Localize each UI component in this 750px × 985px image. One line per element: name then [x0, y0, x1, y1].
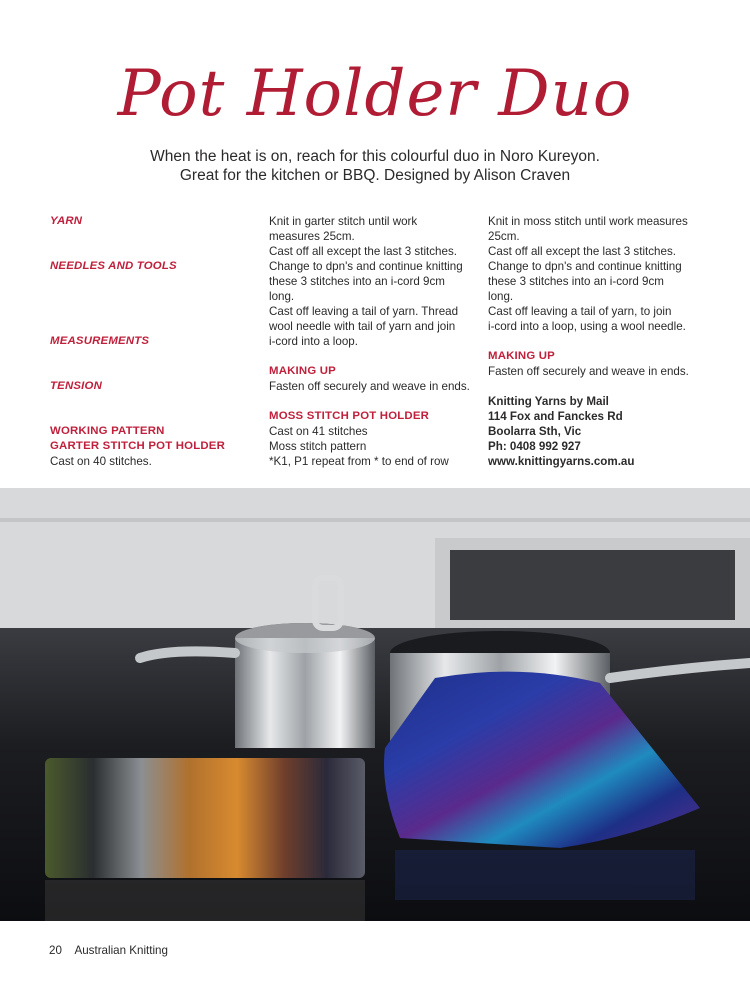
instruction-line: 25cm.: [488, 230, 520, 243]
making-up-heading-1: MAKING UP: [269, 365, 336, 377]
instruction-line: these 3 stitches into an i-cord 9cm: [269, 275, 445, 288]
page-footer: [49, 944, 168, 957]
publication-name: Australian Knitting: [74, 944, 168, 957]
moss-instructions-column: [488, 214, 708, 469]
needles-heading: NEEDLES AND TOOLS: [50, 260, 177, 272]
making-up-text-1: Fasten off securely and weave in ends.: [269, 380, 470, 393]
instruction-line: these 3 stitches into an i-cord 9cm: [488, 275, 664, 288]
working-pattern-heading: WORKING PATTERN: [50, 425, 165, 437]
materials-column: [50, 214, 250, 469]
instruction-line: Cast on 41 stitches: [269, 425, 368, 438]
instruction-line: measures 25cm.: [269, 230, 355, 243]
moss-stitch-heading: MOSS STITCH POT HOLDER: [269, 410, 430, 422]
cast-on-text: Cast on 40 stitches.: [50, 455, 152, 468]
instruction-line: Cast off leaving a tail of yarn. Thread: [269, 305, 459, 318]
page-title: Pot Holder Duo: [117, 57, 633, 131]
instruction-line: long.: [488, 290, 514, 303]
instruction-line: Cast off all except the last 3 stitches.: [488, 245, 676, 258]
measurements-heading: MEASUREMENTS: [50, 335, 150, 347]
garter-instructions-column: [269, 214, 479, 469]
instruction-line: *K1, P1 repeat from * to end of row: [269, 455, 449, 468]
supplier-contact: [488, 394, 708, 469]
instruction-line: Change to dpn's and continue knitting: [269, 260, 463, 273]
instruction-line: i-cord into a loop, using a wool needle.: [488, 320, 686, 333]
instruction-line: Cast off leaving a tail of yarn, to join: [488, 305, 672, 318]
moss-stitch-instructions: [269, 424, 479, 469]
page-number: 20: [49, 944, 62, 957]
tension-heading: TENSION: [50, 380, 103, 392]
instruction-line: long.: [269, 290, 295, 303]
instruction-line: Moss stitch pattern: [269, 440, 367, 453]
instruction-line: Knit in moss stitch until work measures: [488, 215, 688, 228]
instruction-line: Cast off all except the last 3 stitches.: [269, 245, 457, 258]
kitchen-scene-illustration: [0, 488, 750, 921]
subtitle: [0, 147, 750, 185]
instruction-line: wool needle with tail of yarn and join: [269, 320, 456, 333]
making-up-text-2: Fasten off securely and weave in ends.: [488, 365, 689, 378]
moss-instructions: [488, 214, 708, 334]
instruction-line: Change to dpn's and continue knitting: [488, 260, 682, 273]
contact-line: Knitting Yarns by Mail: [488, 395, 609, 408]
garter-stitch-heading: GARTER STITCH POT HOLDER: [50, 440, 226, 452]
pot-holders-photo: [0, 488, 750, 921]
instruction-line: i-cord into a loop.: [269, 335, 358, 348]
contact-line: Ph: 0408 992 927: [488, 440, 581, 453]
contact-line: 114 Fox and Fanckes Rd: [488, 410, 623, 423]
making-up-heading-2: MAKING UP: [488, 350, 555, 362]
subtitle-line-1: When the heat is on, reach for this colourful duo in Noro Kureyon.: [150, 148, 600, 165]
garter-instructions: [269, 214, 479, 349]
yarn-heading: YARN: [50, 215, 83, 227]
contact-line: Boolarra Sth, Vic: [488, 425, 582, 438]
instruction-line: Knit in garter stitch until work: [269, 215, 418, 228]
contact-line: www.knittingyarns.com.au: [488, 455, 635, 468]
subtitle-line-2: Great for the kitchen or BBQ. Designed by Alison Craven: [179, 167, 571, 184]
